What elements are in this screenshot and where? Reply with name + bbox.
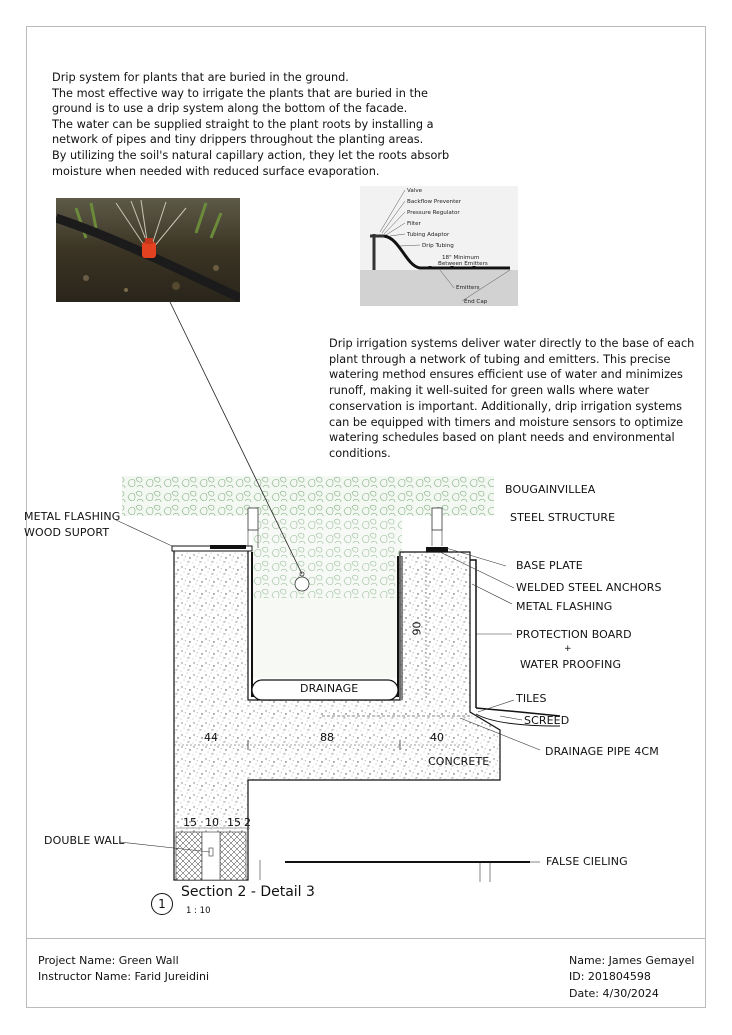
photo-leader-line [170, 302, 302, 574]
label-drainage-pipe: DRAINAGE PIPE 4CM [545, 745, 659, 758]
label-water-proofing: WATER PROOFING [520, 658, 622, 671]
student-id: ID: 201804598 [569, 970, 651, 984]
intro-line: network of pipes and tiny drippers throughout the planting areas. [52, 133, 424, 147]
double-wall-leaf-left [176, 832, 202, 880]
section-title: Section 2 - Detail 3 [181, 884, 315, 900]
drip-emitter-marker [295, 577, 309, 591]
drip-irrigation-description: Drip irrigation systems deliver water directly to the base of each plant through a network of tubing and emitters. This precise watering method ensures efficient use of water and minimizes runoff, making it well-suited for green walls where water conservation is important. Additionally, drip irrigation systems can be equipped with timers and moisture sensors to optimize watering schedules based on plant needs and environmental conditions. [329, 337, 695, 460]
label-metal-flashing-right: METAL FLASHING [516, 600, 613, 613]
planter-soil [252, 598, 402, 678]
intro-line: Drip system for plants that are buried in the ground. [52, 71, 349, 84]
dimension-44: 44 [204, 731, 218, 744]
label-metal-flashing-left: METAL FLASHING [24, 510, 121, 523]
label-welded-anchors: WELDED STEEL ANCHORS [516, 581, 662, 594]
label-concrete: CONCRETE [428, 755, 490, 768]
steel-post-right [432, 508, 442, 530]
label-double-wall: DOUBLE WALL [44, 834, 125, 847]
intro-line: By utilizing the soil's natural capillary action, they let the roots absorb [52, 148, 450, 162]
label-steel-structure: STEEL STRUCTURE [510, 511, 616, 524]
metal-flashing-left [210, 545, 246, 549]
ref-label: Between Emitters [438, 261, 488, 267]
section-number: 1 [151, 893, 173, 915]
dimension-88: 88 [320, 731, 334, 744]
ref-label: Pressure Regulator [407, 210, 460, 216]
ref-label: End Cap [464, 299, 488, 305]
intro-line: The water can be supplied straight to the plant roots by installing a [52, 117, 434, 131]
intro-line: moisture when needed with reduced surface evaporation. [52, 164, 380, 178]
dimension-40: 40 [430, 731, 444, 744]
label-tiles: TILES [516, 692, 547, 705]
ref-label: 18" Minimum [442, 255, 480, 261]
submission-date: Date: 4/30/2024 [569, 986, 659, 1000]
student-name: Name: James Gemayel [569, 954, 695, 967]
intro-line: The most effective way to irrigate the plants that are buried in the [52, 86, 428, 100]
ref-label: Valve [407, 188, 423, 194]
project-name: Project Name: Green Wall [38, 954, 179, 967]
ref-label: Tubing Adaptor [407, 232, 450, 238]
dimension-2: 2 [244, 816, 251, 829]
base-plate [426, 547, 448, 552]
ref-label: Backflow Preventer [407, 199, 462, 205]
dimension-90: 90 [410, 621, 424, 636]
instructor-name: Instructor Name: Farid Jureidini [38, 970, 210, 984]
bougainvillea-planter-hatch [252, 516, 402, 598]
double-wall-leaf-right [220, 832, 246, 880]
label-plus: + [564, 644, 572, 654]
title-block-right [569, 953, 694, 1002]
label-wood-support: WOOD SUPORT [24, 526, 110, 539]
label-drainage: DRAINAGE [300, 682, 359, 695]
section-scale: 1 : 10 [186, 906, 211, 916]
intro-line: ground is to use a drip system along the bottom of the facade. [52, 102, 408, 116]
protection-board-line [470, 560, 476, 708]
label-bougainvillea: BOUGAINVILLEA [505, 483, 596, 496]
label-screed: SCREED [524, 714, 570, 727]
title-block-left [38, 953, 209, 986]
dimension-10: 10 [205, 816, 219, 829]
label-protection-board: PROTECTION BOARD [516, 628, 632, 641]
ref-label: Emitters [456, 285, 480, 291]
dimension-15a: 15 [183, 816, 197, 829]
ref-label: Drip Tubing [422, 243, 454, 249]
steel-post-left [248, 508, 258, 530]
label-base-plate: BASE PLATE [516, 559, 583, 572]
label-false-ceiling: FALSE CIELING [546, 855, 628, 868]
ref-label: Filter [407, 221, 421, 227]
dimension-15b: 15 [227, 816, 241, 829]
